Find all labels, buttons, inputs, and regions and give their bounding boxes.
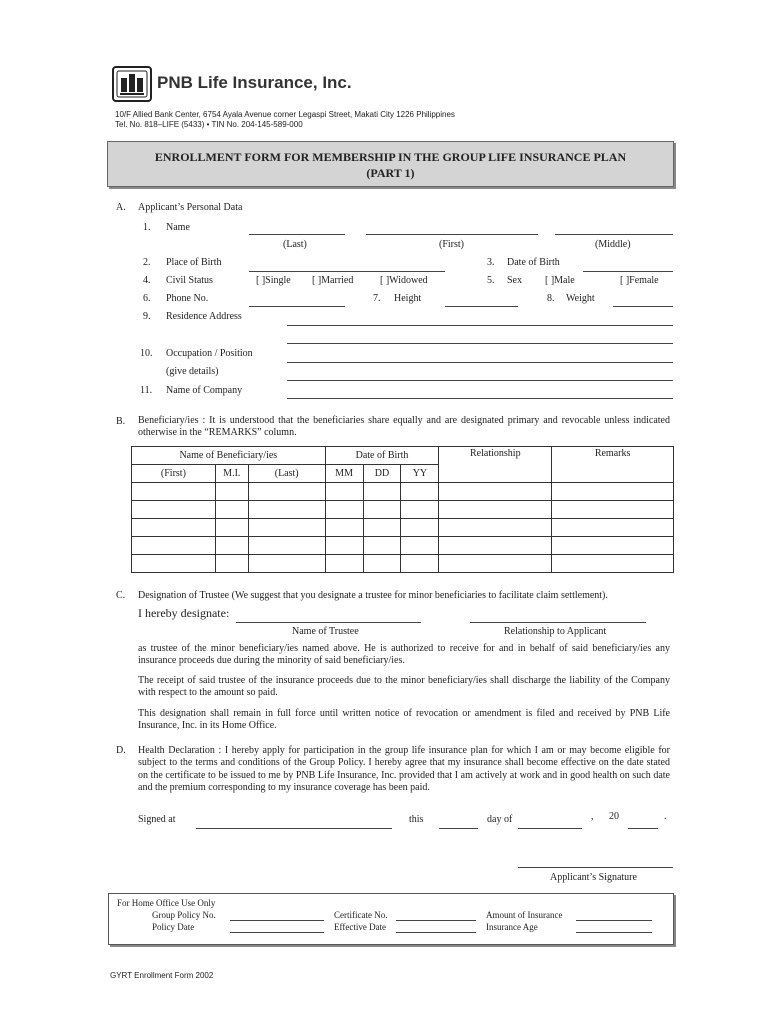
last-name-field[interactable] xyxy=(249,234,345,235)
policy-date-label: Policy Date xyxy=(152,922,195,932)
res-num: 9. xyxy=(143,311,151,322)
trustee-paragraph-2: The receipt of said trustee of the insurance proceeds due to the minor beneficiary/ies shall discharge the liability of the Company with respect to the amount so paid. xyxy=(138,675,670,699)
residence-field-1[interactable] xyxy=(287,325,673,326)
first-label: (First) xyxy=(439,239,464,250)
dob-label: Date of Birth xyxy=(507,257,560,268)
name-label: Name xyxy=(166,222,190,233)
day-of-label: day of xyxy=(487,814,513,825)
widowed-checkbox[interactable]: [ ]Widowed xyxy=(380,275,428,286)
section-c-letter: C. xyxy=(116,590,126,601)
yy-header: YY xyxy=(401,465,439,483)
form-subtitle: (PART 1) xyxy=(366,166,415,180)
effective-date-field[interactable] xyxy=(396,932,476,933)
beneficiary-table xyxy=(131,446,674,573)
effective-date-label: Effective Date xyxy=(334,922,387,932)
sex-num: 5. xyxy=(487,275,495,286)
single-checkbox[interactable]: [ ]Single xyxy=(256,275,291,286)
amount-field[interactable] xyxy=(576,920,652,921)
certificate-field[interactable] xyxy=(396,920,476,921)
month-field[interactable] xyxy=(518,828,582,829)
company-num: 11. xyxy=(140,385,153,396)
height-label: Height xyxy=(394,293,422,304)
insurance-age-field[interactable] xyxy=(576,932,652,933)
relationship-header: Relationship xyxy=(439,447,552,483)
remarks-header: Remarks xyxy=(552,447,674,483)
signed-at-field[interactable] xyxy=(196,828,392,829)
phone-field[interactable] xyxy=(249,306,345,307)
last-label: (Last) xyxy=(283,239,307,250)
trustee-relationship-label: Relationship to Applicant xyxy=(504,626,607,637)
certificate-label: Certificate No. xyxy=(334,910,388,920)
year-prefix: 20 xyxy=(609,811,619,822)
trustee-name-label: Name of Trustee xyxy=(292,626,359,637)
first-header: (First) xyxy=(132,465,216,483)
weight-label: Weight xyxy=(566,293,595,304)
female-checkbox[interactable]: [ ]Female xyxy=(620,275,659,286)
occupation-field-2[interactable] xyxy=(287,380,673,381)
dd-header: DD xyxy=(363,465,401,483)
weight-field[interactable] xyxy=(613,306,673,307)
middle-name-field[interactable] xyxy=(555,234,673,235)
section-c-intro: Designation of Trustee (We suggest that you designate a trustee for minor beneficiaries to facilitate claim settlement). xyxy=(138,590,608,601)
married-checkbox[interactable]: [ ]Married xyxy=(312,275,354,286)
occ-num: 10. xyxy=(140,348,153,359)
company-name: PNB Life Insurance, Inc. xyxy=(157,73,352,92)
mm-header: MM xyxy=(325,465,363,483)
signature-field[interactable] xyxy=(518,867,673,868)
year-field[interactable] xyxy=(628,828,658,829)
group-policy-label: Group Policy No. xyxy=(152,910,216,920)
section-b-letter: B. xyxy=(116,416,126,427)
mi-header: M.I. xyxy=(215,465,248,483)
occupation-field-1[interactable] xyxy=(287,362,673,363)
table-row[interactable] xyxy=(132,483,674,501)
section-a-title: Applicant’s Personal Data xyxy=(138,202,243,213)
table-row[interactable] xyxy=(132,555,674,573)
company-address: 10/F Allied Bank Center, 6754 Ayala Avenue corner Legaspi Street, Makati City 1226 Philippines xyxy=(115,110,455,119)
comma: , xyxy=(591,811,594,822)
last-header: (Last) xyxy=(248,465,325,483)
sex-label: Sex xyxy=(507,275,522,286)
trustee-paragraph-3: This designation shall remain in full force until written notice of revocation or amendment is filed and received by PNB Life Insurance, Inc. in its Home Office. xyxy=(138,708,670,732)
table-row[interactable] xyxy=(132,501,674,519)
section-a-letter: A. xyxy=(116,202,126,213)
company-logo xyxy=(112,66,152,102)
footer-form-code: GYRT Enrollment Form 2002 xyxy=(110,971,214,980)
table-row[interactable] xyxy=(132,537,674,555)
amount-label: Amount of Insurance xyxy=(486,910,563,920)
height-field[interactable] xyxy=(445,306,518,307)
dob-field[interactable] xyxy=(583,271,673,272)
phone-num: 6. xyxy=(143,293,151,304)
pob-field[interactable] xyxy=(249,271,445,272)
pob-label: Place of Birth xyxy=(166,257,222,268)
name-header: Name of Beneficiary/ies xyxy=(132,447,326,465)
health-declaration: Health Declaration : I hereby apply for participation in the group life insurance plan for which I am or may become eligible for subject to the terms and conditions of the Group Policy. I hereby agree that my insurance shall become effective on the date stated on the certificate to be issued to me by PNB Life Insurance, Inc. provided that I am actively at work and in good health on such date and the premium corresponding to my insurance coverage has been paid. xyxy=(138,745,670,794)
pob-num: 2. xyxy=(143,257,151,268)
male-checkbox[interactable]: [ ]Male xyxy=(545,275,575,286)
weight-num: 8. xyxy=(547,293,555,304)
designate-label: I hereby designate: xyxy=(138,606,230,620)
this-label: this xyxy=(409,814,424,825)
occ-label: Occupation / Position xyxy=(166,348,253,359)
signed-at-label: Signed at xyxy=(138,814,176,825)
form-title: ENROLLMENT FORM FOR MEMBERSHIP IN THE GROUP LIFE INSURANCE PLAN xyxy=(154,150,627,164)
trustee-name-field[interactable] xyxy=(236,622,421,623)
phone-label: Phone No. xyxy=(166,293,209,304)
name-num: 1. xyxy=(143,222,151,233)
insurance-age-label: Insurance Age xyxy=(486,922,538,932)
residence-field-2[interactable] xyxy=(287,343,673,344)
form-title-box xyxy=(107,141,674,187)
section-d-letter: D. xyxy=(116,745,126,756)
middle-label: (Middle) xyxy=(595,239,631,250)
dob-header: Date of Birth xyxy=(325,447,439,465)
res-label: Residence Address xyxy=(166,311,242,322)
company-contact: Tel. No. 818–LIFE (5433) • TIN No. 204-145-589-000 xyxy=(115,120,303,129)
trustee-paragraph-1: as trustee of the minor beneficiary/ies named above. He is authorized to receive for and in behalf of said beneficiary/ies any insurance proceeds due during the minority of said beneficiary/ies. xyxy=(138,643,670,667)
height-num: 7. xyxy=(373,293,381,304)
dob-num: 3. xyxy=(487,257,495,268)
day-field[interactable] xyxy=(439,828,478,829)
signature-label: Applicant’s Signature xyxy=(550,872,637,883)
policy-date-field[interactable] xyxy=(230,932,324,933)
company-label: Name of Company xyxy=(166,385,243,396)
company-field[interactable] xyxy=(287,398,673,399)
trustee-relationship-field[interactable] xyxy=(470,622,646,623)
first-name-field[interactable] xyxy=(366,234,538,235)
occ-sublabel: (give details) xyxy=(166,366,219,377)
civil-label: Civil Status xyxy=(166,275,213,286)
period: . xyxy=(664,811,667,822)
section-b-text: Beneficiary/ies : It is understood that the beneficiaries share equally and are designated primary and revocable unless indicated otherwise in the “REMARKS” column. xyxy=(138,415,670,439)
table-row[interactable] xyxy=(132,519,674,537)
group-policy-field[interactable] xyxy=(230,920,324,921)
office-use-title: For Home Office Use Only xyxy=(117,898,216,908)
civil-num: 4. xyxy=(143,275,151,286)
